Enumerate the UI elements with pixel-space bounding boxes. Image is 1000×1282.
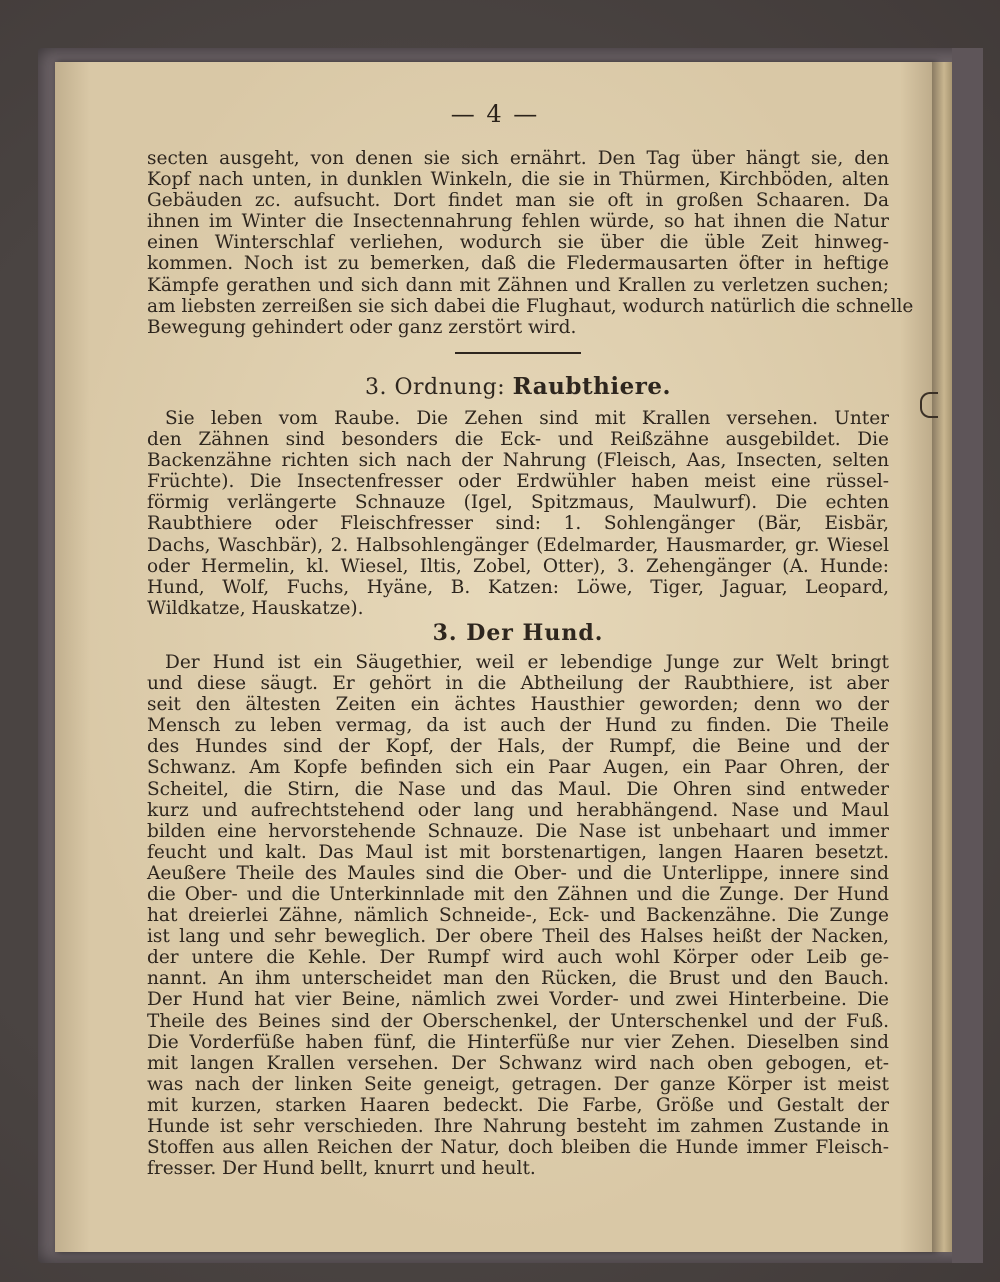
page-text [147, 148, 914, 1180]
text-line: förmig verlängerte Schnauze (Igel, Spitzmaus, Maulwurf). Die echten [147, 492, 889, 514]
text-line: Die Vorderfüße haben fünf, die Hinterfüße nur vier Zehen. Dieselben sind [147, 1031, 889, 1053]
text-line: Theile des Beines sind der Oberschenkel, der Unterschenkel und der Fuß. [147, 1010, 889, 1032]
page-sheet [55, 62, 935, 1252]
text-line: Backenzähne richten sich nach der Nahrung (Fleisch, Aas, Insecten, selten [147, 450, 889, 472]
text-line: Schwanz. Am Kopfe befinden sich ein Paar Augen, ein Paar Ohren, der [147, 757, 889, 779]
text-line: seit den ältesten Zeiten ein ächtes Hausthier geworden; denn wo der [147, 694, 889, 716]
text-line: einen Winterschlaf verliehen, wodurch sie über die üble Zeit hinweg- [147, 232, 889, 254]
text-line: Stoffen aus allen Reichen der Natur, doch bleiben die Hunde immer Fleisch- [147, 1137, 889, 1159]
text-line: und diese säugt. Er gehört in die Abtheilung der Raubthiere, ist aber [147, 673, 889, 695]
text-line: ihnen im Winter die Insectennahrung fehlen würde, so hat ihnen die Natur [147, 211, 889, 233]
margin-mark [920, 392, 938, 418]
text-line: des Hundes sind der Kopf, der Hals, der Rumpf, die Beine und der [147, 736, 889, 758]
page-edge [932, 62, 952, 1252]
text-line: was nach der linken Seite geneigt, getragen. Der ganze Körper ist meist [147, 1073, 889, 1095]
text-line: oder Hermelin, kl. Wiesel, Iltis, Zobel, Otter), 3. Zehengänger (A. Hunde: [147, 555, 889, 577]
text-line: Dachs, Waschbär), 2. Halbsohlengänger (Edelmarder, Hausmarder, gr. Wiesel [147, 534, 889, 556]
text-line: kurz und aufrechtstehend oder lang und herabhängend. Nase und Maul [147, 799, 889, 821]
text-line: Scheitel, die Stirn, die Nase und das Maul. Die Ohren sind entweder [147, 778, 889, 800]
text-line: am liebsten zerreißen sie sich dabei die Flughaut, wodurch natürlich die schnelle [147, 295, 914, 317]
text-line: die Ober- und die Unterkinnlade mit den Zähnen und die Zunge. Der Hund [147, 884, 889, 905]
text-line: fresser. Der Hund bellt, knurrt und heult. [147, 1158, 536, 1180]
text-line: nannt. An ihm unterscheidet man den Rücken, die Brust und den Bauch. [147, 968, 889, 990]
text-line: kommen. Noch ist zu bemerken, daß die Fledermausarten öfter in heftige [147, 253, 889, 275]
text-line: Aeußere Theile des Maules sind die Ober- und die Unterlippe, innere sind [147, 862, 889, 884]
page-number: — 4 — [450, 100, 540, 128]
section-heading [147, 372, 889, 400]
text-line: Sie leben vom Raube. Die Zehen sind mit Krallen versehen. Unter [165, 407, 889, 429]
book-spine [952, 48, 983, 1263]
text-line: feucht und kalt. Das Maul ist mit borstenartigen, langen Haaren besetzt. [147, 841, 889, 863]
paragraph-carnivores [147, 408, 889, 619]
text-line: Mensch zu leben vermag, da ist auch der Hund zu finden. Die Theile [147, 715, 889, 737]
section-heading-prefix: 3. Ordnung: [365, 374, 506, 400]
section-heading-title: Raubthiere. [512, 372, 671, 400]
text-line: secten ausgeht, von denen sie sich ernährt. Den Tag über hängt sie, den [147, 148, 889, 169]
text-line: ist lang und sehr beweglich. Der obere Theil des Halses heißt der Nacken, [147, 926, 889, 948]
text-line: der untere die Kehle. Der Rumpf wird auch wohl Körper oder Leib ge- [147, 947, 889, 969]
subheading-dog: 3. Der Hund. [432, 619, 604, 646]
text-line: Der Hund ist ein Säugethier, weil er lebendige Junge zur Welt bringt [165, 651, 889, 673]
text-line: Kopf nach unten, in dunklen Winkeln, die sie in Thürmen, Kirchböden, alten [147, 169, 889, 191]
text-line: Der Hund hat vier Beine, nämlich zwei Vorder- und zwei Hinterbeine. Die [147, 989, 889, 1011]
text-line: den Zähnen sind besonders die Eck- und Reißzähne ausgebildet. Die [147, 429, 889, 451]
text-line: mit kurzen, starken Haaren bedeckt. Die Farbe, Größe und Gestalt der [147, 1094, 889, 1116]
text-line: Gebäuden zc. aufsucht. Dort findet man sie oft in großen Schaaren. Da [147, 190, 889, 212]
text-line: Früchte). Die Insectenfresser oder Erdwühler haben meist eine rüssel- [147, 471, 889, 493]
text-line: Bewegung gehindert oder ganz zerstört wird. [147, 316, 577, 338]
text-line: Wildkatze, Hauskatze). [147, 597, 364, 619]
text-line: Hunde ist sehr verschieden. Ihre Nahrung besteht im zahmen Zustande in [147, 1116, 889, 1138]
text-line: Kämpfe gerathen und sich dann mit Zähnen und Krallen zu verletzen suchen; [147, 274, 889, 296]
text-line: bilden eine hervorstehende Schnauze. Die Nase ist unbehaart und immer [147, 820, 889, 842]
paragraph-dog [147, 652, 889, 1179]
text-line: hat dreierlei Zähne, nämlich Schneide-, Eck- und Backenzähne. Die Zunge [147, 905, 889, 927]
text-line: mit langen Krallen versehen. Der Schwanz wird nach oben gebogen, et- [147, 1052, 889, 1074]
text-line: Raubthiere oder Fleischfresser sind: 1. Sohlengänger (Bär, Eisbär, [147, 513, 889, 535]
paragraph-bats [147, 148, 914, 338]
section-divider [455, 352, 581, 354]
text-line: Hund, Wolf, Fuchs, Hyäne, B. Katzen: Löwe, Tiger, Jaguar, Leopard, [147, 576, 889, 598]
